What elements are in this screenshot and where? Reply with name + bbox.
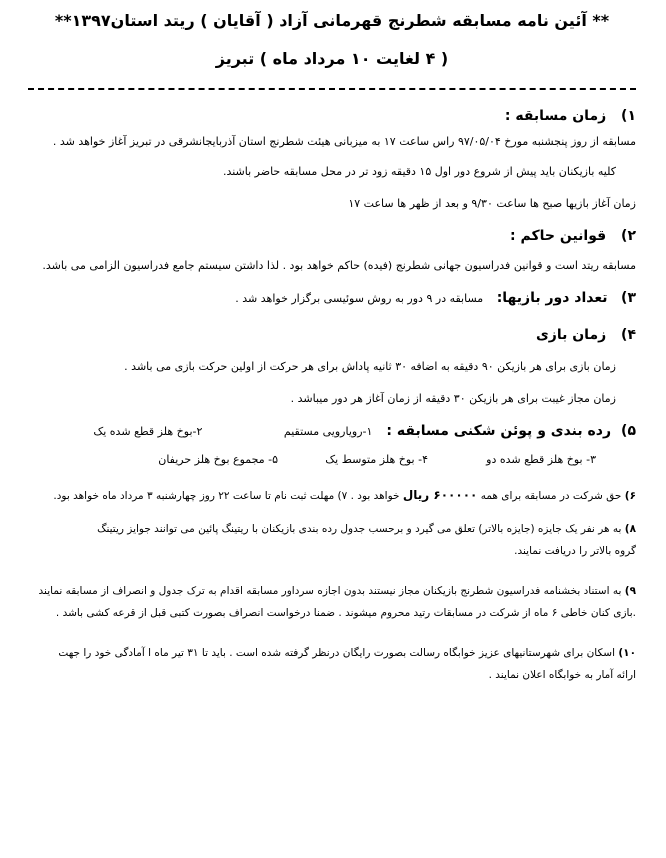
document-subtitle: ( ۴ لغایت ۱۰ مرداد ماه ) تبریز (215, 49, 449, 68)
section-5-number: ۵) (621, 423, 636, 439)
section-8-text-1: به هر نفر یک جایزه (جایزه بالاتر) تعلق می گیرد و برحسب جدول رده بندی بازیکنان با ریتینگ پائین می توانند جوایز ریتینگ (97, 523, 622, 535)
section-1-heading (28, 106, 636, 126)
section-8-number: ۸) (624, 523, 636, 535)
section-10-text-1: اسکان برای شهرستانیهای عزیز خوابگاه رسالت بصورت رایگان درنظر گرفته شده است . باید تا ۳۱ تیر ماه ا آمادگی خود را جهت (58, 647, 616, 659)
section-3-title: تعداد دور بازیها: (496, 290, 608, 306)
section-8-line-1 (28, 518, 636, 540)
section-2-number: ۲) (621, 228, 636, 244)
section-3-line (28, 290, 636, 307)
section-1-number: ۱) (621, 108, 636, 124)
section-9-line-1 (28, 580, 636, 602)
section-2-heading (28, 226, 636, 246)
section-6-line (28, 487, 636, 504)
tiebreak-item-1: ۱-رویارویی مستقیم (283, 425, 373, 438)
section-1-paragraph-2: کلیه بازیکنان باید پیش از شروع دور اول ۱۵ دقیقه زود تر در محل مسابقه حاضر باشند. (222, 165, 616, 178)
section-3-number: ۳) (621, 290, 636, 306)
section-2-title: قوانین حاکم : (510, 228, 607, 244)
section-8-paragraph (28, 518, 636, 562)
section-6-number: ۶) (624, 490, 636, 502)
dashed-divider (28, 88, 636, 90)
section-4-paragraph-2: زمان مجاز غیبت برای هر بازیکن ۳۰ دقیقه از زمان آغاز هر دور میباشد . (290, 392, 616, 405)
section-1-paragraph-3: زمان آغاز بازیها صبح ها ساعت ۹/۳۰ و بعد از ظهر ها ساعت ۱۷ (348, 197, 636, 210)
section-10-line-1 (28, 642, 636, 664)
section-5-title: رده بندی و پوئن شکنی مسابقه : (386, 423, 612, 439)
tiebreak-item-4: ۴- بوخ هلز متوسط یک (325, 453, 428, 466)
section-4-number: ۴) (621, 327, 636, 343)
section-4-title: زمان بازی (535, 327, 607, 343)
section-8-line-2: گروه بالاتر را دریافت نمایند. (514, 545, 636, 557)
section-10-number: ۱۰) (618, 647, 636, 659)
document-title: ** آئین نامه مسابقه شطرنج قهرمانی آزاد ( آقایان ) ریتد استان۱۳۹۷** (54, 11, 610, 30)
section-4-paragraph-1: زمان بازی برای هر بازیکن ۹۰ دقیقه به اضافه ۳۰ ثانیه پاداش برای هر حرکت از اولین حرکت بازی می باشد . (124, 360, 616, 373)
section-9-line-2: .بازی کنان خاطی ۶ ماه از شرکت در مسابقات رتید محروم میشوند . ضمنا درخواست انصراف بصورت کتبی قبل از قرعه کشی باشد . (55, 607, 636, 619)
section-1-paragraph-1: مسابقه از روز پنجشنبه مورخ ۹۷/۰۵/۰۴ راس ساعت ۱۷ به میزبانی هیئت شطرنج استان آذربایجانشرقی در تبریز آغاز خواهد شد . (52, 135, 636, 148)
section-1-title: زمان مسابقه : (504, 108, 607, 124)
section-2-paragraph: مسابقه ریتد است و قوانین فدراسیون جهانی شطرنج (فیده) حاکم خواهد بود . لذا داشتن سیستم جامع فدراسیون الزامی می باشد. (42, 259, 636, 272)
section-5-row-1 (28, 423, 636, 441)
section-3-text: مسابقه در ۹ دور به روش سوئیسی برگزار خواهد شد . (235, 292, 484, 305)
tiebreak-item-2: ۲-بوخ هلز قطع شده یک (93, 425, 203, 438)
section-6-text-a: حق شرکت در مسابقه برای همه (480, 490, 622, 502)
section-4-heading (28, 325, 636, 345)
section-9-number: ۹) (624, 585, 636, 597)
section-5-row-2 (28, 451, 636, 469)
section-6-fee: ۶۰۰۰۰۰ ریال (402, 488, 478, 502)
tiebreak-item-5: ۵- مجموع بوخ هلز حریفان (158, 453, 278, 466)
tiebreak-item-3: ۳- بوخ هلز قطع شده دو (486, 453, 596, 466)
section-10-line-2: ارائه آمار به خوابگاه اعلان نمایند . (488, 669, 636, 681)
section-9-text-1: به استناد بخشنامه فدراسیون شطرنج بازیکنان مجاز نیستند بدون اجازه سرداور مسابقه اقدام به ترک جدول و انصراف از مسابقه نمایند (38, 585, 622, 597)
section-10-paragraph (28, 642, 636, 686)
section-9-paragraph (28, 580, 636, 624)
section-6-text-b: خواهد بود . ۷) مهلت ثبت نام تا ساعت ۲۲ روز چهارشنبه ۳ مرداد ماه خواهد بود. (53, 490, 400, 502)
